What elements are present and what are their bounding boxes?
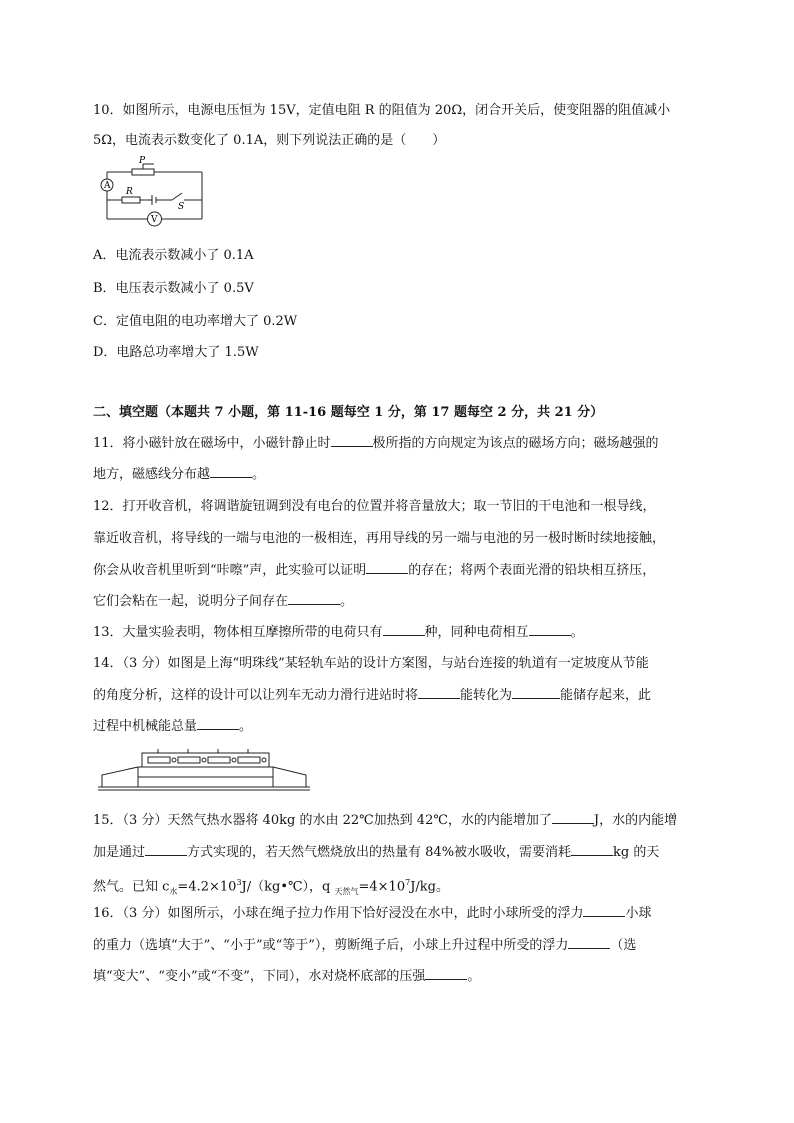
- answer-blank[interactable]: [383, 623, 425, 636]
- rheostat-slider-label: P: [139, 156, 146, 166]
- q14-text: 过程中机械能总量: [93, 719, 198, 734]
- q16-text: 。: [467, 969, 481, 984]
- q12-text: 你会从收音机里听到“咔嚓”声，此实验可以证明: [93, 563, 367, 578]
- q15-text: 然气。已知 c: [93, 879, 170, 895]
- answer-blank[interactable]: [210, 465, 252, 478]
- answer-blank[interactable]: [425, 967, 467, 980]
- q14-line2: [93, 686, 651, 705]
- q15-superscript: 7: [405, 878, 411, 887]
- q11-text: 极所指的方向规定为该点的磁场方向；磁场越强的: [372, 436, 659, 451]
- q15-text: J/（kg•℃），q: [241, 879, 335, 895]
- q15-text: 方式实现的，若天然气燃烧放出的热量有 84%被水吸收，需要消耗: [187, 845, 572, 860]
- section2-heading: 二、填空题（本题共 7 小题，第 11-16 题每空 1 分，第 17 题每空 2 分，共 21 分）: [93, 405, 604, 420]
- answer-blank[interactable]: [418, 686, 460, 699]
- answer-blank[interactable]: [552, 811, 594, 824]
- voltmeter-label: V: [151, 215, 158, 225]
- q15-text: =4×10: [358, 879, 406, 895]
- q12-text: 它们会粘在一起，说明分子间存在: [93, 594, 289, 609]
- answer-blank[interactable]: [366, 561, 408, 574]
- q12-text: 。: [340, 594, 354, 609]
- answer-blank[interactable]: [529, 623, 571, 636]
- q13-line1: [93, 623, 584, 642]
- q16-line2: [93, 936, 636, 955]
- q15-subscript: 水: [169, 886, 178, 896]
- q15-superscript: 3: [236, 878, 242, 887]
- answer-blank[interactable]: [197, 717, 239, 730]
- q12-text: 的存在；将两个表面光滑的铅块相互挤压，: [408, 563, 656, 578]
- q10-stem-line1: 10．如图所示，电源电压恒为 15V，定值电阻 R 的阻值为 20Ω，闭合开关后，使变阻器的阻值减小: [93, 103, 671, 118]
- q14-text: 能转化为: [460, 688, 513, 703]
- answer-blank[interactable]: [512, 686, 560, 699]
- q16-text: 填“变大”、“变小”或“不变”，下同），水对烧杯底部的压强: [93, 969, 426, 984]
- answer-blank[interactable]: [288, 592, 340, 605]
- answer-blank[interactable]: [583, 904, 625, 917]
- q11-text: 11．将小磁针放在磁场中，小磁针静止时: [93, 436, 331, 451]
- ammeter-label: A: [104, 181, 111, 191]
- station-diagram: [98, 747, 310, 793]
- q10-option-b: B．电压表示数减小了 0.5V: [93, 281, 254, 296]
- q15-text: 15．（3 分）天然气热水器将 40kg 的水由 22℃加热到 42℃，水的内能增加了: [93, 813, 552, 828]
- q11-line1: [93, 434, 659, 453]
- q14-text: 能储存起来，此: [560, 688, 652, 703]
- answer-blank[interactable]: [145, 843, 187, 856]
- q16-line3: [93, 967, 480, 986]
- q11-text: 。: [252, 467, 266, 482]
- q15-line3: [93, 874, 449, 901]
- q16-line1: [93, 904, 651, 923]
- q12-line3: [93, 561, 655, 580]
- q11-text: 地方，磁感线分布越: [93, 467, 211, 482]
- q14-text: 的角度分析，这样的设计可以让列车无动力滑行进站时将: [93, 688, 419, 703]
- circuit-diagram: [92, 156, 212, 234]
- q11-line2: [93, 465, 265, 484]
- q10-option-c: C．定值电阻的电功率增大了 0.2W: [93, 314, 298, 329]
- q15-text: =4.2×10: [177, 879, 237, 895]
- q16-text: 16．（3 分）如图所示，小球在绳子拉力作用下恰好浸没在水中，此时小球所受的浮力: [93, 906, 584, 921]
- q10-stem-line2: 5Ω，电流表示数变化了 0.1A，则下列说法正确的是（ ）: [93, 133, 446, 148]
- q12-line4: [93, 592, 353, 611]
- q13-text: 13．大量实验表明，物体相互摩擦所带的电荷只有: [93, 625, 383, 640]
- q15-line2: [93, 843, 659, 862]
- answer-blank[interactable]: [331, 434, 373, 447]
- q15-text: kg 的天: [613, 845, 660, 860]
- resistor-label: R: [126, 187, 133, 197]
- q15-line1: [93, 811, 677, 830]
- q10-option-d: D．电路总功率增大了 1.5W: [93, 345, 259, 360]
- q14-text: 。: [239, 719, 253, 734]
- q13-text: 种，同种电荷相互: [424, 625, 529, 640]
- q14-line1: 14．（3 分）如图是上海“明珠线”某轻轨车站的设计方案图，与站台连接的轨道有一定坡度从节能: [93, 656, 649, 671]
- answer-blank[interactable]: [568, 936, 610, 949]
- q15-text: J，水的内能增: [593, 813, 678, 828]
- answer-blank[interactable]: [571, 843, 613, 856]
- q16-text: 小球: [625, 906, 652, 921]
- switch-label: S: [178, 202, 185, 212]
- q13-text: 。: [570, 625, 584, 640]
- q12-line2: 靠近收音机，将导线的一端与电池的一极相连，再用导线的另一端与电池的另一极时断时续地接触，: [93, 531, 666, 546]
- q15-text: 加是通过: [93, 845, 146, 860]
- q16-text: 的重力（选填“大于”、“小于”或“等于”），剪断绳子后，小球上升过程中所受的浮力: [93, 938, 569, 953]
- q12-line1: 12．打开收音机，将调谐旋钮调到没有电台的位置并将音量放大；取一节旧的干电池和一根导线，: [93, 499, 656, 514]
- q10-option-a: A．电流表示数减小了 0.1A: [93, 248, 254, 263]
- q14-line3: [93, 717, 252, 736]
- q15-subscript: 天然气: [334, 886, 359, 896]
- q16-text: （选: [610, 938, 637, 953]
- q15-text: J/kg。: [410, 879, 449, 895]
